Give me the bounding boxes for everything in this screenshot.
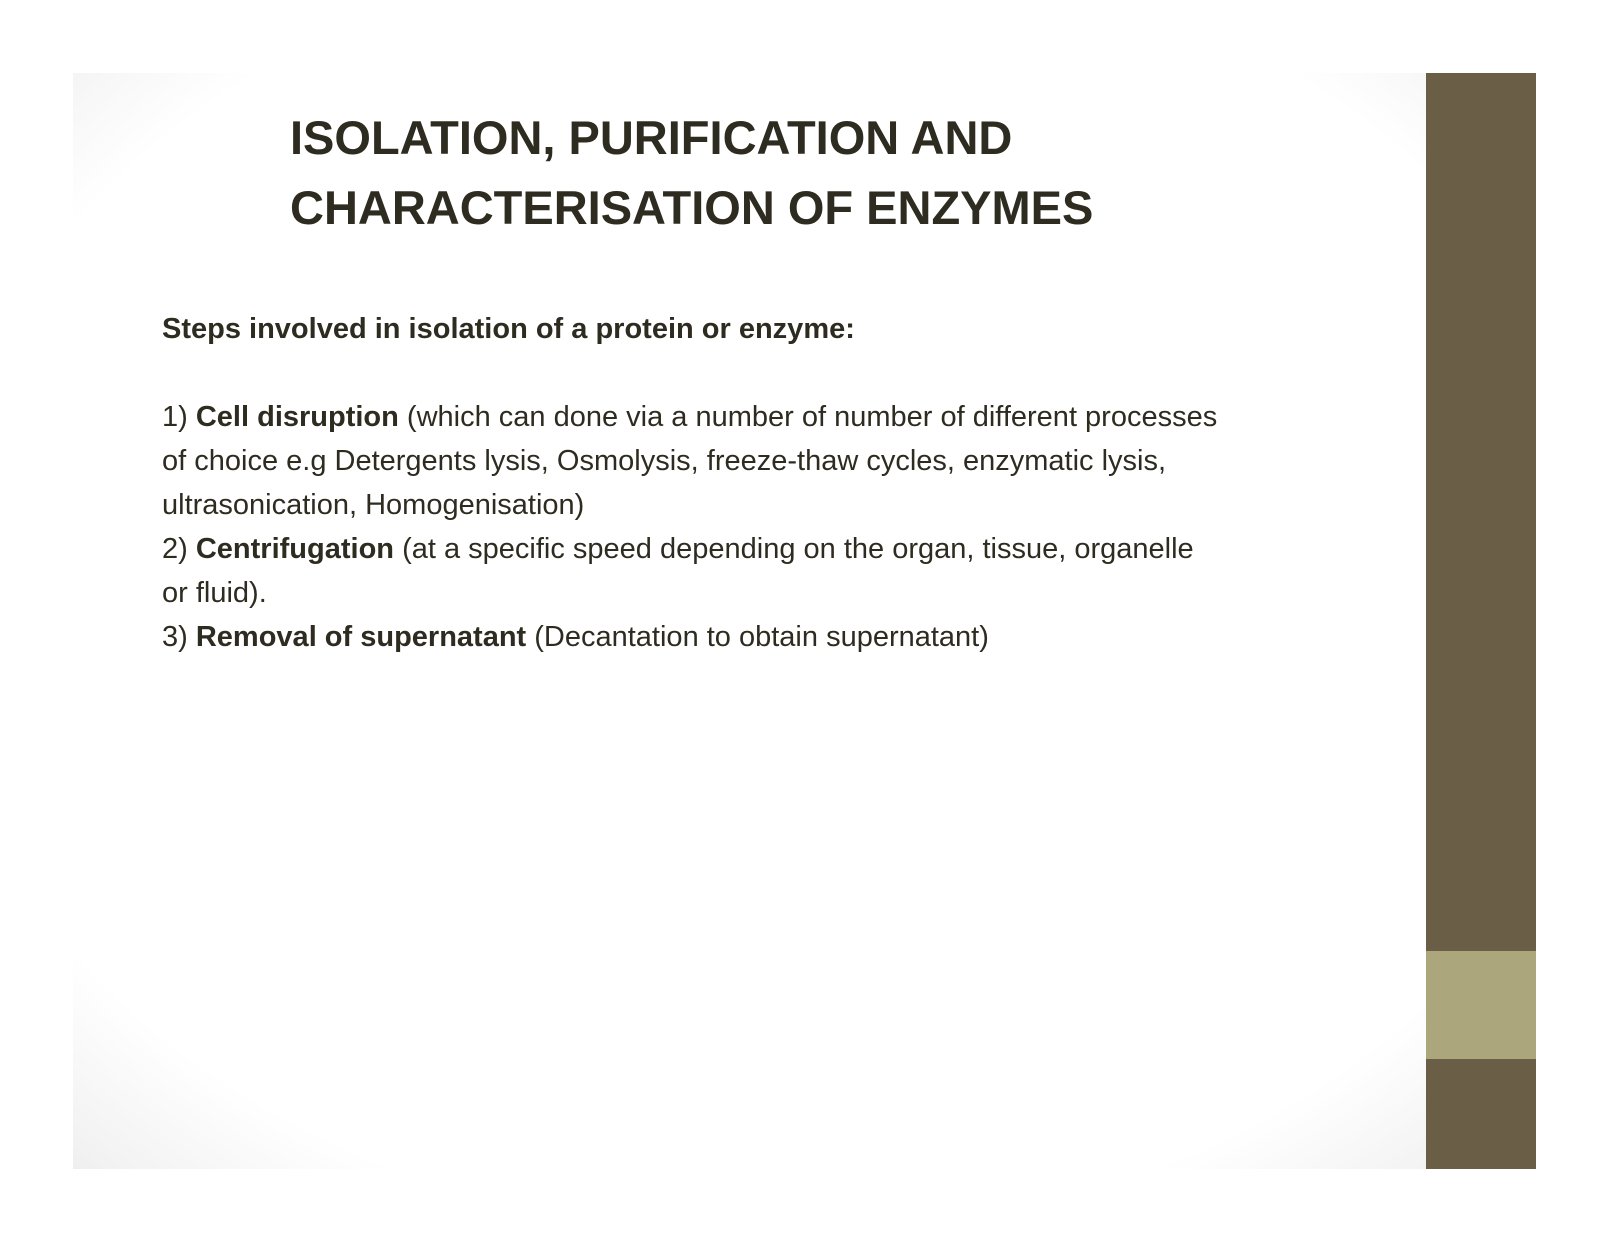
slide	[73, 73, 1536, 1169]
step-term: Cell disruption	[195, 401, 399, 433]
step-detail: (which can done via a number of number of different processes of choice e.g Detergents lysis, Osmolysis, freeze-thaw cycles, enzymatic lysis, ultrasonication, Homogenisation)	[162, 401, 1218, 521]
steps-list	[162, 395, 1222, 659]
title-line-1: ISOLATION, PURIFICATION AND	[290, 111, 1013, 164]
title-line-2: CHARACTERISATION OF ENZYMES	[290, 181, 1094, 234]
steps-heading: Steps involved in isolation of a protein or enzyme:	[162, 313, 855, 345]
step-item	[162, 527, 1222, 615]
step-detail: (Decantation to obtain supernatant)	[534, 621, 989, 653]
step-term: Centrifugation	[195, 533, 395, 565]
step-number: 2)	[162, 533, 188, 565]
step-detail: (at a specific speed depending on the organ, tissue, organelle or fluid).	[162, 533, 1194, 609]
step-item	[162, 395, 1222, 527]
step-number: 3)	[162, 621, 188, 653]
step-term: Removal of supernatant	[195, 621, 527, 653]
step-item	[162, 615, 1222, 659]
slide-title	[290, 103, 1290, 243]
step-number: 1)	[162, 401, 188, 433]
decorative-side-accent	[1426, 951, 1536, 1059]
